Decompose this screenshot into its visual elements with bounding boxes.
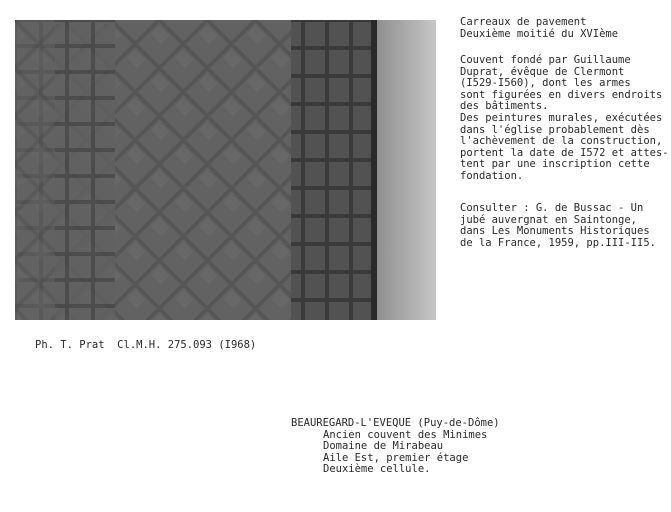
- location-place: BEAUREGARD-L'EVEQUE (Puy-de-Dôme): [291, 417, 500, 429]
- location-line: Ancien couvent des Minimes: [323, 428, 488, 441]
- description-line: portent la date de I572 et attes-: [460, 146, 669, 159]
- description-line: Couvent fondé par Guillaume: [460, 54, 631, 66]
- description-text: [460, 55, 669, 183]
- reference-line: dans Les Monuments Historiques: [460, 225, 650, 238]
- reference-line: de la France, 1959, pp.III-II5.: [460, 236, 656, 249]
- location-block: [291, 418, 500, 476]
- description-line: Duprat, évêque de Clermont: [460, 65, 625, 78]
- bibliography-reference: [460, 203, 656, 249]
- location-line: Aile Est, premier étage: [323, 451, 469, 464]
- description-line: des bâtiments.: [460, 100, 549, 113]
- description-line: fondation.: [460, 169, 524, 182]
- description-line: dans l'église probablement dès: [460, 123, 650, 136]
- floor-tiles-photo: [15, 20, 436, 320]
- location-line: Deuxième cellule.: [323, 463, 431, 476]
- reference-line: Consulter : G. de Bussac - Un: [460, 202, 644, 214]
- photo-caption: [460, 17, 618, 40]
- description-line: sont figurées en divers endroits: [460, 88, 663, 101]
- caption-line: Carreaux de pavement: [460, 16, 587, 28]
- description-line: Des peintures murales, exécutées: [460, 111, 663, 124]
- photo-credit: Ph. T. Prat Cl.M.H. 275.093 (I968): [35, 339, 257, 351]
- description-line: l'achèvement de la construction,: [460, 135, 663, 148]
- reference-line: jubé auvergnat en Saintonge,: [460, 213, 638, 226]
- description-line: (I529-I560), dont les armes: [460, 77, 631, 90]
- location-line: Domaine de Mirabeau: [323, 440, 444, 453]
- description-line: tent par une inscription cette: [460, 158, 650, 171]
- caption-line: Deuxième moitié du XVIème: [460, 27, 619, 40]
